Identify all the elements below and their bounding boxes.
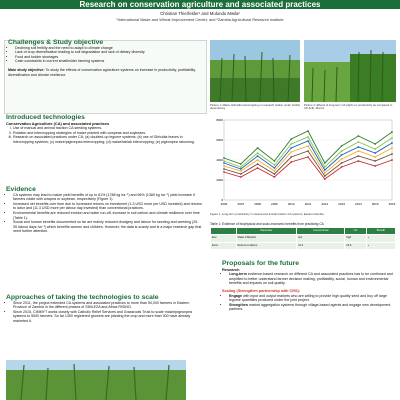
table-cell: Econ. (211, 242, 237, 250)
data-point (290, 156, 292, 158)
item-text: market aggregation systems through village-based agents and engage new development partners. (229, 302, 391, 312)
table-cell: Env. (211, 235, 237, 243)
table-cell: + (366, 242, 395, 250)
x-tick-label: 2015 (371, 202, 379, 206)
poster-title: Research on conservation agriculture and associated practices (0, 0, 400, 9)
list-item: iii. Research on associated practices under CA; (a) doubled-up legume systems; (b) use of Gliricidia leaves in intercropping systems; (c) maize/pigeonpea intercropping; (d) maize/lablab intercropping; (e) pigeonpea ratooning. (13, 135, 202, 144)
x-tick-label: 2006 (220, 202, 228, 206)
data-point (374, 165, 376, 167)
data-point (257, 155, 259, 157)
data-point (223, 168, 225, 170)
table-cell: Returns to labour (236, 242, 297, 250)
data-point (307, 140, 309, 142)
data-point (358, 155, 360, 157)
data-point (324, 169, 326, 171)
data-point (324, 166, 326, 168)
data-point (290, 151, 292, 153)
list-item: • Increased net benefits over time due to increased returns on investment (1.3 USD more per USD invested) and returns to labor and (11.3 USD more per labour day invested) than conventional practices. (13, 202, 202, 211)
data-point (240, 166, 242, 168)
table-cell: low (297, 235, 345, 243)
data-point (290, 138, 292, 140)
data-point (290, 161, 292, 163)
challenges-section (8, 41, 202, 77)
data-point (391, 159, 393, 161)
data-point (274, 170, 276, 172)
data-point (307, 130, 309, 132)
challenges-heading: Challenges & Study objective (8, 39, 104, 46)
table-cell: 11.3 (297, 242, 345, 250)
table-row (211, 242, 396, 250)
x-tick-label: 2013 (338, 202, 345, 206)
data-point (341, 145, 343, 147)
objective-text: To study the effects of conservation agriculture systems on increase in productivity, profitability, diversification and climate resilience. (8, 67, 196, 77)
data-point (358, 160, 360, 162)
data-point (374, 156, 376, 158)
x-tick-label: 2014 (355, 202, 362, 206)
list-item: ii. Rotation and intercropping strategies of maize planted with cowpeas and soybeans. (13, 131, 202, 136)
data-point (324, 175, 326, 177)
bold-lead: Strengthen (229, 302, 248, 307)
table-cell: + (366, 235, 395, 243)
list-item: • Food and fodder shortages (15, 55, 202, 60)
objective-label: Main study objective: (8, 67, 45, 72)
data-point (374, 160, 376, 162)
benefits-table (210, 227, 396, 251)
data-point (307, 156, 309, 158)
data-point (341, 162, 343, 164)
photo-field-crops (6, 360, 186, 400)
table-row (211, 235, 396, 243)
x-tick-label: 2016 (388, 202, 396, 206)
approaches-list (6, 301, 202, 324)
data-point (257, 152, 259, 154)
y-tick-label: 2000 (216, 178, 223, 182)
data-point (374, 152, 376, 154)
data-point (307, 150, 309, 152)
approaches-heading: Approaches of taking the technologies to scale (6, 294, 159, 301)
data-point (391, 142, 393, 144)
bold-lead: Engage (229, 293, 242, 298)
y-tick-label: 6000 (216, 138, 223, 142)
data-point (358, 150, 360, 152)
proposals-heading: Proposals for the future (222, 260, 300, 267)
data-point (240, 176, 242, 178)
x-tick-label: 2008 (254, 202, 261, 206)
data-point (307, 136, 309, 138)
yield-line-chart (210, 116, 396, 212)
item-text: with input and output markets who are willing to provide high quality seed and buy off large legume quantities produced under the joint project. (229, 293, 387, 303)
data-point (274, 164, 276, 166)
evidence-heading: Evidence (6, 186, 36, 193)
list-item: i. Use of manual and animal traction CA seeding systems. (13, 126, 202, 131)
photo-caption-2: Picture 2: Effects of long-term CA (right) on productivity as compared to CP (left), Monze (304, 103, 393, 111)
list-item (229, 303, 394, 312)
table-caption: Table 1: Evidence of biophysical and socio-economic benefits from practicing CA (210, 222, 324, 226)
list-item: • Lack of crop diversification leading to soil degradation and lack of dietary diversity (15, 50, 202, 55)
x-tick-label: 2010 (287, 202, 295, 206)
data-point (274, 176, 276, 178)
study-objective (8, 68, 202, 77)
photo-long-term-ca (304, 40, 396, 102)
data-point (341, 154, 343, 156)
data-point (341, 158, 343, 160)
data-point (274, 167, 276, 169)
data-point (240, 163, 242, 165)
list-item (229, 272, 394, 286)
data-point (240, 173, 242, 175)
data-point (324, 178, 326, 180)
list-item (229, 294, 394, 303)
table-header-row (211, 227, 396, 235)
data-point (374, 148, 376, 150)
introduced-list (6, 126, 202, 144)
data-point (391, 153, 393, 155)
data-point (257, 163, 259, 165)
photo-caption-1: Picture 1: Maize-Gliricidia intercropping on research station under fertility dependency (210, 103, 301, 111)
data-point (257, 147, 259, 149)
data-point (391, 137, 393, 139)
list-item: • Declining soil fertility and the need to adapt to climate change (15, 46, 202, 51)
data-point (307, 145, 309, 147)
x-tick-label: 2012 (321, 202, 329, 206)
table-cell: Water infiltration (236, 235, 297, 243)
affiliation: ¹International Maize and Wheat Improvement Center, and ²Zambia Agricultural Research Institute (116, 17, 284, 22)
x-tick-label: 2007 (237, 202, 245, 206)
data-point (341, 166, 343, 168)
data-point (240, 168, 242, 170)
list-item: • Cash constraints in current smallholder farming systems (15, 59, 202, 64)
table-section (210, 222, 396, 250)
data-point (324, 162, 326, 164)
data-point (240, 170, 242, 172)
x-tick-label: 2009 (271, 202, 278, 206)
data-point (358, 141, 360, 143)
scaling-list (222, 294, 394, 312)
data-point (257, 167, 259, 169)
table-header: Parameter (236, 227, 297, 235)
data-point (290, 147, 292, 149)
data-point (391, 147, 393, 149)
data-point (391, 131, 393, 133)
table-header (211, 227, 237, 235)
data-point (223, 171, 225, 173)
introduced-subheading: Conservation Agriculture (CA) and associated practices (6, 120, 110, 126)
data-point (358, 146, 360, 148)
scaling-label: Scaling (Strengthen partnership with CRS): (222, 288, 301, 293)
table-header: Benefit (366, 227, 395, 235)
list-item: • CA systems may lead to maize yield benefits of up to 81% (1788 kg ha⁻¹) and 66% (1380 kg ha⁻¹) yield increase if farmers rotate with cowpea or soybean, respectively (Figure 1). (13, 193, 202, 202)
data-point (274, 173, 276, 175)
data-point (274, 160, 276, 162)
evidence-list (6, 193, 202, 234)
y-tick-label: 8000 (216, 118, 223, 122)
photo-maize-gliricidia (210, 40, 300, 102)
data-point (324, 172, 326, 174)
authors: Christian Thierfelder¹ and Mulundu Mwila² (160, 11, 240, 16)
data-point (223, 162, 225, 164)
x-tick-label: 2011 (304, 202, 312, 206)
figure-caption: Figure 1. Long-term productivity in manual and animal traction CA systems, Eastern Zambia (210, 212, 324, 216)
data-point (290, 143, 292, 145)
list-item: • Social and human benefits documented so far are mainly reduced drudgery and labour for seeding and weeding (25-35 labour days ha⁻¹) which benefits women and children. However, the data is scanty and is a major research gap that need further attention. (13, 220, 202, 234)
research-label: Research (222, 266, 240, 272)
table-cell: 22.6 (345, 242, 366, 250)
y-tick-label: 4000 (216, 158, 223, 162)
list-item: • Since 2015, CIMMYT works closely with Catholic Relief Services and Grassroots Trust to scale maize/pigeonpea systems to 5000 farmers. So far 1350 registered growers are planting the crop and more than 300 have already marketed it. (13, 310, 202, 324)
introduced-section (6, 116, 202, 145)
proposals-section (222, 262, 394, 312)
data-point (223, 157, 225, 159)
challenges-list (8, 46, 202, 64)
data-point (358, 135, 360, 137)
data-point (341, 150, 343, 152)
bold-lead: Long-term (229, 272, 247, 277)
research-list (222, 272, 394, 286)
table-header: CA (345, 227, 366, 235)
introduced-heading: Introduced technologies (6, 114, 85, 121)
item-text: evidence-based research on different CA and associated practices has to be continued and amplified to better understand farmer decision making, profitability, social, human and environmental benefits and impacts on soil quality. (229, 272, 393, 286)
data-point (374, 143, 376, 145)
data-point (223, 160, 225, 162)
data-point (223, 165, 225, 167)
list-item: • Environmental benefits are reduced erosion and water run-off, increase in soil carbon and climate resilience over time (Table 1). (13, 211, 202, 220)
evidence-section (6, 188, 202, 234)
table-cell: high (345, 235, 366, 243)
data-point (257, 159, 259, 161)
approaches-section (6, 296, 202, 324)
y-tick-label: 0 (221, 198, 223, 202)
table-header: Conventional (297, 227, 345, 235)
list-item: • Since 2011, the project extended CA systems and associated practices to more than 50,000 farmers in Eastern Province of Zambia in the different phases of SIMLEZA and Africa RISING. (13, 301, 202, 310)
